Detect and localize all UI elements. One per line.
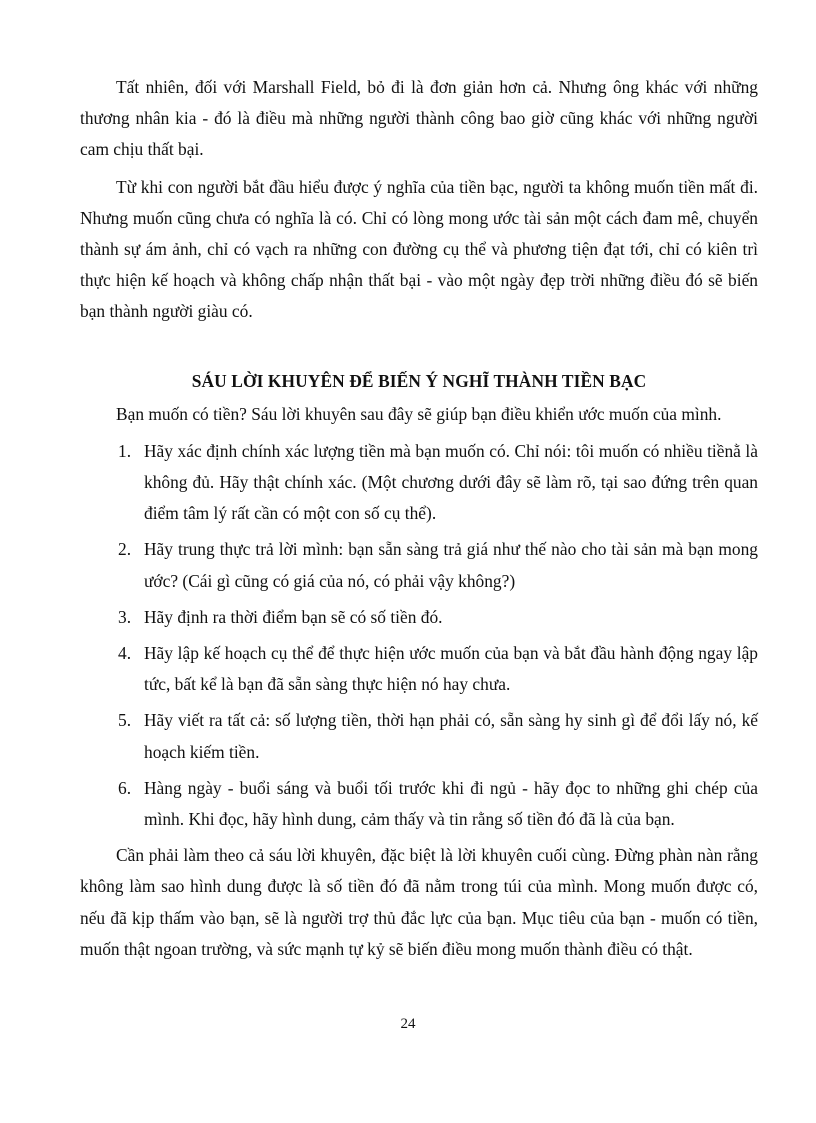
section-heading: SÁU LỜI KHUYÊN ĐỂ BIẾN Ý NGHĨ THÀNH TIỀN BẠC (191, 370, 647, 391)
list-item-number: 3. (118, 606, 132, 627)
section-lead-paragraph: Bạn muốn có tiền? Sáu lời khuyên sau đây sẽ giúp bạn điều khiển ước muốn của mình. (116, 403, 722, 424)
advice-list (80, 436, 758, 835)
list-item-text: Hãy viết ra tất cả: số lượng tiền, thời hạn phải có, sẵn sàng hy sinh gì để đổi lấy nó, kế hoạch kiếm tiền. (144, 710, 758, 762)
page-number: 24 (400, 1016, 416, 1032)
intro-paragraph-1: Tất nhiên, đối với Marshall Field, bỏ đi là đơn giản hơn cả. Nhưng ông khác với những thương nhân kia - đó là điều mà những người thành công bao giờ cũng khác với những người cam chịu thất bại. (80, 77, 758, 160)
list-item (80, 602, 758, 633)
document-page (80, 72, 758, 971)
list-item (80, 705, 758, 767)
closing-paragraph: Cần phải làm theo cả sáu lời khuyên, đặc biệt là lời khuyên cuối cùng. Đừng phàn nàn rằng không làm sao hình dung được là số tiền đó đã nằm trong túi của mình. Mong muốn được có, nếu đã kịp thấm vào bạn, sẽ là người trợ thủ đắc lực của bạn. Mục tiêu của bạn - muốn có tiền, muốn thật ngoan trường, và sức mạnh tự kỷ sẽ biến điều mong muốn thành điều có thật. (80, 845, 758, 959)
list-item-number: 1. (118, 440, 132, 461)
list-item-text: Hãy xác định chính xác lượng tiền mà bạn muốn có. Chỉ nói: tôi muốn có nhiều tiềnằ là không đủ. Hãy thật chính xác. (Một chương dưới đây sẽ làm rõ, tại sao đứng trên quan điểm tâm lý rất cần có một con số cụ thể). (144, 440, 758, 524)
list-item-text: Hãy trung thực trả lời mình: bạn sẵn sàng trả giá như thế nào cho tài sản mà bạn mong ước? (Cái gì cũng có giá của nó, có phải vậy không?) (144, 539, 758, 591)
list-item-text: Hãy định ra thời điểm bạn sẽ có số tiền đó. (144, 606, 443, 627)
list-item-text: Hãy lập kế hoạch cụ thể để thực hiện ước muốn của bạn và bắt đầu hành động ngay lập tức, bất kể là bạn đã sẵn sàng thực hiện nó hay chưa. (144, 643, 758, 695)
intro-paragraph-2: Từ khi con người bắt đầu hiểu được ý nghĩa của tiền bạc, người ta không muốn tiền mất đi. Nhưng muốn cũng chưa có nghĩa là có. Chỉ có lòng mong ước tài sản một cách đam mê, chuyển thành sự ám ảnh, chỉ có vạch ra những con đường cụ thể và phương tiện đạt tới, chỉ có kiên trì thực hiện kế hoạch và không chấp nhận thất bại - vào một ngày đẹp trời những điều đó sẽ biến bạn thành người giàu có. (80, 176, 758, 322)
list-item-text: Hàng ngày - buổi sáng và buổi tối trước khi đi ngủ - hãy đọc to những ghi chép của mình. Khi đọc, hãy hình dung, cảm thấy và tin rằng số tiền đó đã là của bạn. (144, 777, 758, 830)
list-item (80, 773, 758, 835)
list-item (80, 436, 758, 530)
list-item-number: 4. (118, 643, 132, 664)
list-item-number: 2. (118, 539, 132, 560)
list-item (80, 638, 758, 700)
list-item-number: 6. (118, 777, 132, 798)
list-item (80, 534, 758, 596)
list-item-number: 5. (118, 710, 132, 731)
